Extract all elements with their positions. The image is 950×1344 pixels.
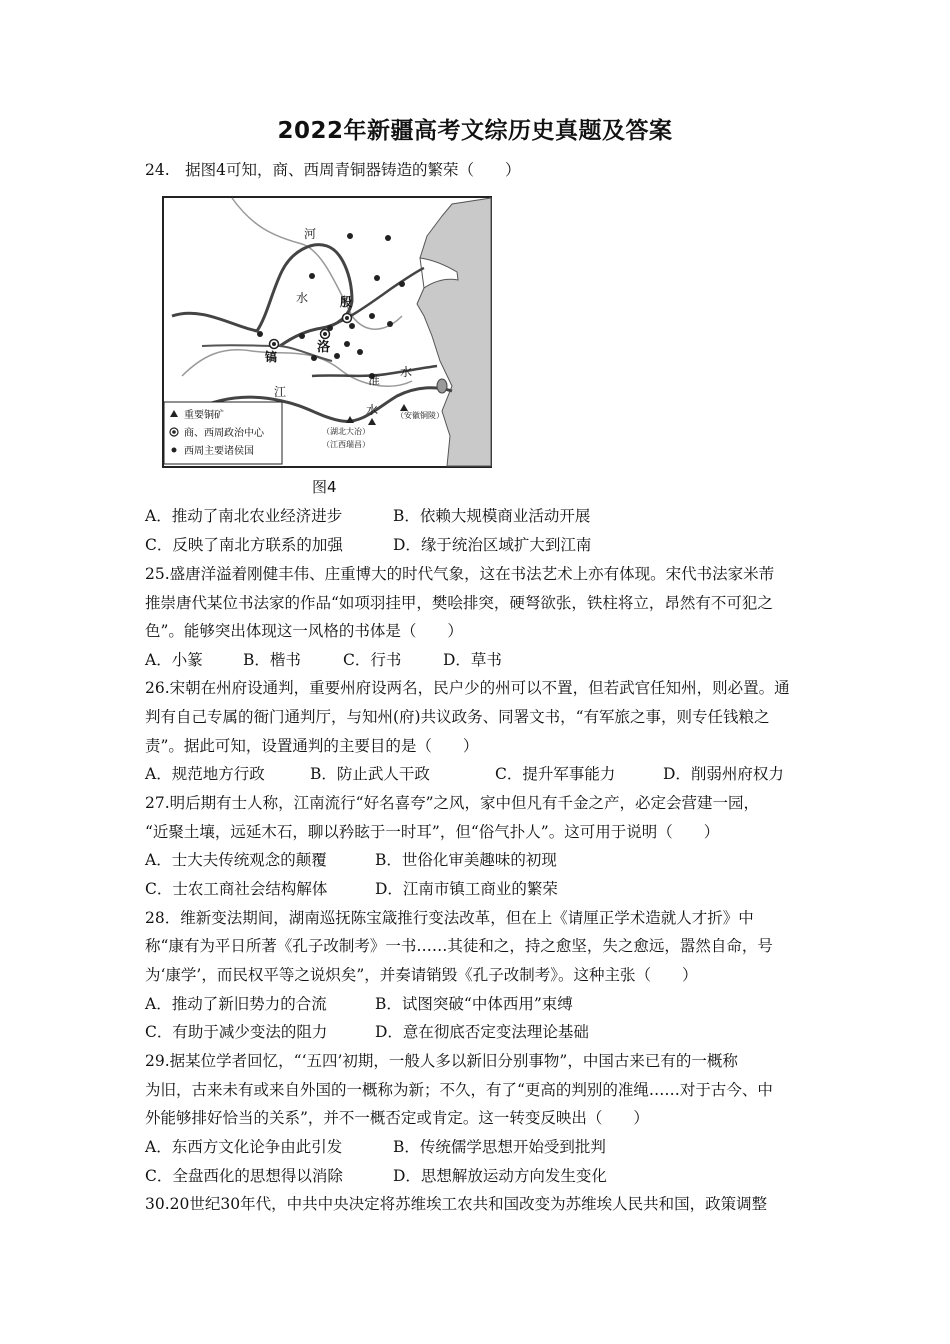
q27-line-2: “近聚土壤，远延木石，聊以矜眩于一时耳”，但“俗气扑人”。这可用于说明（ ）: [145, 823, 720, 841]
q28-option-c[interactable]: C．有助于减少变法的阻力: [145, 1023, 328, 1041]
q28-option-a[interactable]: A．推动了新旧势力的合流: [145, 995, 327, 1013]
label-shui1: 水: [296, 291, 309, 305]
legend-mine: 重要铜矿: [184, 410, 224, 421]
q29-line-2: 为旧，古来未有或来自外国的一概称为新；不久，有了“更高的判别的准绳……对于古今、中: [145, 1081, 773, 1099]
q28-line-1: 28．维新变法期间，湖南巡抚陈宝箴推行变法改革，但在上《请厘正学术造就人才折》中: [145, 909, 754, 927]
q25-line-3: 色”。能够突出体现这一风格的书体是（ ）: [145, 622, 463, 640]
bronze-map-figure: [162, 196, 492, 468]
q26-line-1: 26.宋朝在州府设通判，重要州府设两名，民户少的州可以不置，但若武官任知州，则必置。通: [145, 679, 790, 697]
q28-option-b[interactable]: B．试图突破“中体西用”束缚: [375, 995, 573, 1013]
q24-option-d[interactable]: D．缘于统治区域扩大到江南: [393, 536, 592, 554]
q26-option-c[interactable]: C．提升军事能力: [495, 765, 616, 783]
map-legend: [164, 402, 282, 464]
q27-option-c[interactable]: C．士农工商社会结构解体: [145, 880, 328, 898]
q25-line-1: 25.盛唐洋溢着刚健丰伟、庄重博大的时代气象，这在书法艺术上亦有体现。宋代书法家米芾: [145, 565, 775, 583]
map-svg: [162, 196, 492, 468]
label-huai: 淮: [368, 373, 381, 387]
q26-line-3: 责”。据此可知，设置通判的主要目的是（ ）: [145, 737, 479, 755]
q25-option-d[interactable]: D．草书: [443, 651, 502, 669]
q25-line-2: 推崇唐代某位书法家的作品“如项羽挂甲，樊哙排突，硬弩欲张，铁柱将立，昂然有不可犯之: [145, 594, 773, 612]
q25-option-b[interactable]: B．楷书: [243, 651, 301, 669]
q29-option-c[interactable]: C．全盘西化的思想得以消除: [145, 1167, 343, 1185]
figure-caption: 图4: [312, 478, 337, 496]
label-hubei: （湖北大冶）: [322, 427, 370, 436]
label-luo: 洛: [317, 340, 331, 355]
q26-line-2: 判有自己专属的衙门通判厅，与知州(府)共议政务、同署文书，“有军旅之事，则专任钱粮之: [145, 708, 770, 726]
q27-option-a[interactable]: A．士大夫传统观念的颠覆: [145, 851, 327, 869]
q28-line-3: 为‘康学’，而民权平等之说炽矣”，并奏请销毁《孔子改制考》。这种主张（ ）: [145, 966, 698, 984]
label-jiangxi: （江西瑞昌）: [322, 440, 370, 449]
q26-option-d[interactable]: D．削弱州府权力: [663, 765, 784, 783]
q27-option-b[interactable]: B．世俗化审美趣味的初现: [375, 851, 557, 869]
label-shui2: 水: [400, 365, 413, 379]
legend-capital: 商、西周政治中心: [184, 428, 264, 439]
label-jiang: 江: [274, 385, 287, 399]
page-title: 2022年新疆高考文综历史真题及答案: [277, 118, 673, 144]
lake: [437, 379, 447, 393]
q25-option-c[interactable]: C．行书: [343, 651, 402, 669]
q28-option-d[interactable]: D．意在彻底否定变法理论基础: [375, 1023, 589, 1041]
q24-option-c[interactable]: C．反映了南北方联系的加强: [145, 536, 343, 554]
q27-option-d[interactable]: D．江南市镇工商业的繁荣: [375, 880, 558, 898]
label-yin: 殷: [340, 295, 353, 309]
q28-line-2: 称“康有为平日所著《孔子改制考》一书……其徒和之，持之愈坚，失之愈远，嚣然自命，号: [145, 937, 773, 955]
q29-option-d[interactable]: D．思想解放运动方向发生变化: [393, 1167, 607, 1185]
q26-option-a[interactable]: A．规范地方行政: [145, 765, 265, 783]
q29-option-a[interactable]: A．东西方文化论争由此引发: [145, 1138, 343, 1156]
label-shui3: 水: [366, 403, 379, 417]
label-anhui: （安徽铜陵）: [396, 411, 444, 420]
q30-line-1: 30.20世纪30年代，中共中央决定将苏维埃工农共和国改变为苏维埃人民共和国，政策调整: [145, 1195, 768, 1213]
q25-option-a[interactable]: A．小篆: [145, 651, 203, 669]
q29-line-3: 外能够排好恰当的关系”，并不一概否定或肯定。这一转变反映出（ ）: [145, 1109, 649, 1127]
q29-option-b[interactable]: B．传统儒学思想开始受到批判: [393, 1138, 606, 1156]
q24-option-a[interactable]: A．推动了南北农业经济进步: [145, 507, 343, 525]
label-gao: 镐: [265, 350, 278, 364]
label-he1: 河: [304, 227, 317, 241]
q24-option-b[interactable]: B．依赖大规模商业活动开展: [393, 507, 591, 525]
q26-option-b[interactable]: B．防止武人干政: [310, 765, 430, 783]
legend-state: 西周主要诸侯国: [184, 446, 254, 457]
q29-line-1: 29.据某位学者回忆，“‘五四’初期，一般人多以新旧分别事物”，中国古来已有的一概称: [145, 1052, 738, 1070]
q27-line-1: 27.明后期有士人称，江南流行“好名喜夸”之风，家中但凡有千金之产，必定会营建一园，: [145, 794, 760, 812]
q24-stem: 24. 据图4可知，商、西周青铜器铸造的繁荣（ ）: [145, 161, 521, 179]
